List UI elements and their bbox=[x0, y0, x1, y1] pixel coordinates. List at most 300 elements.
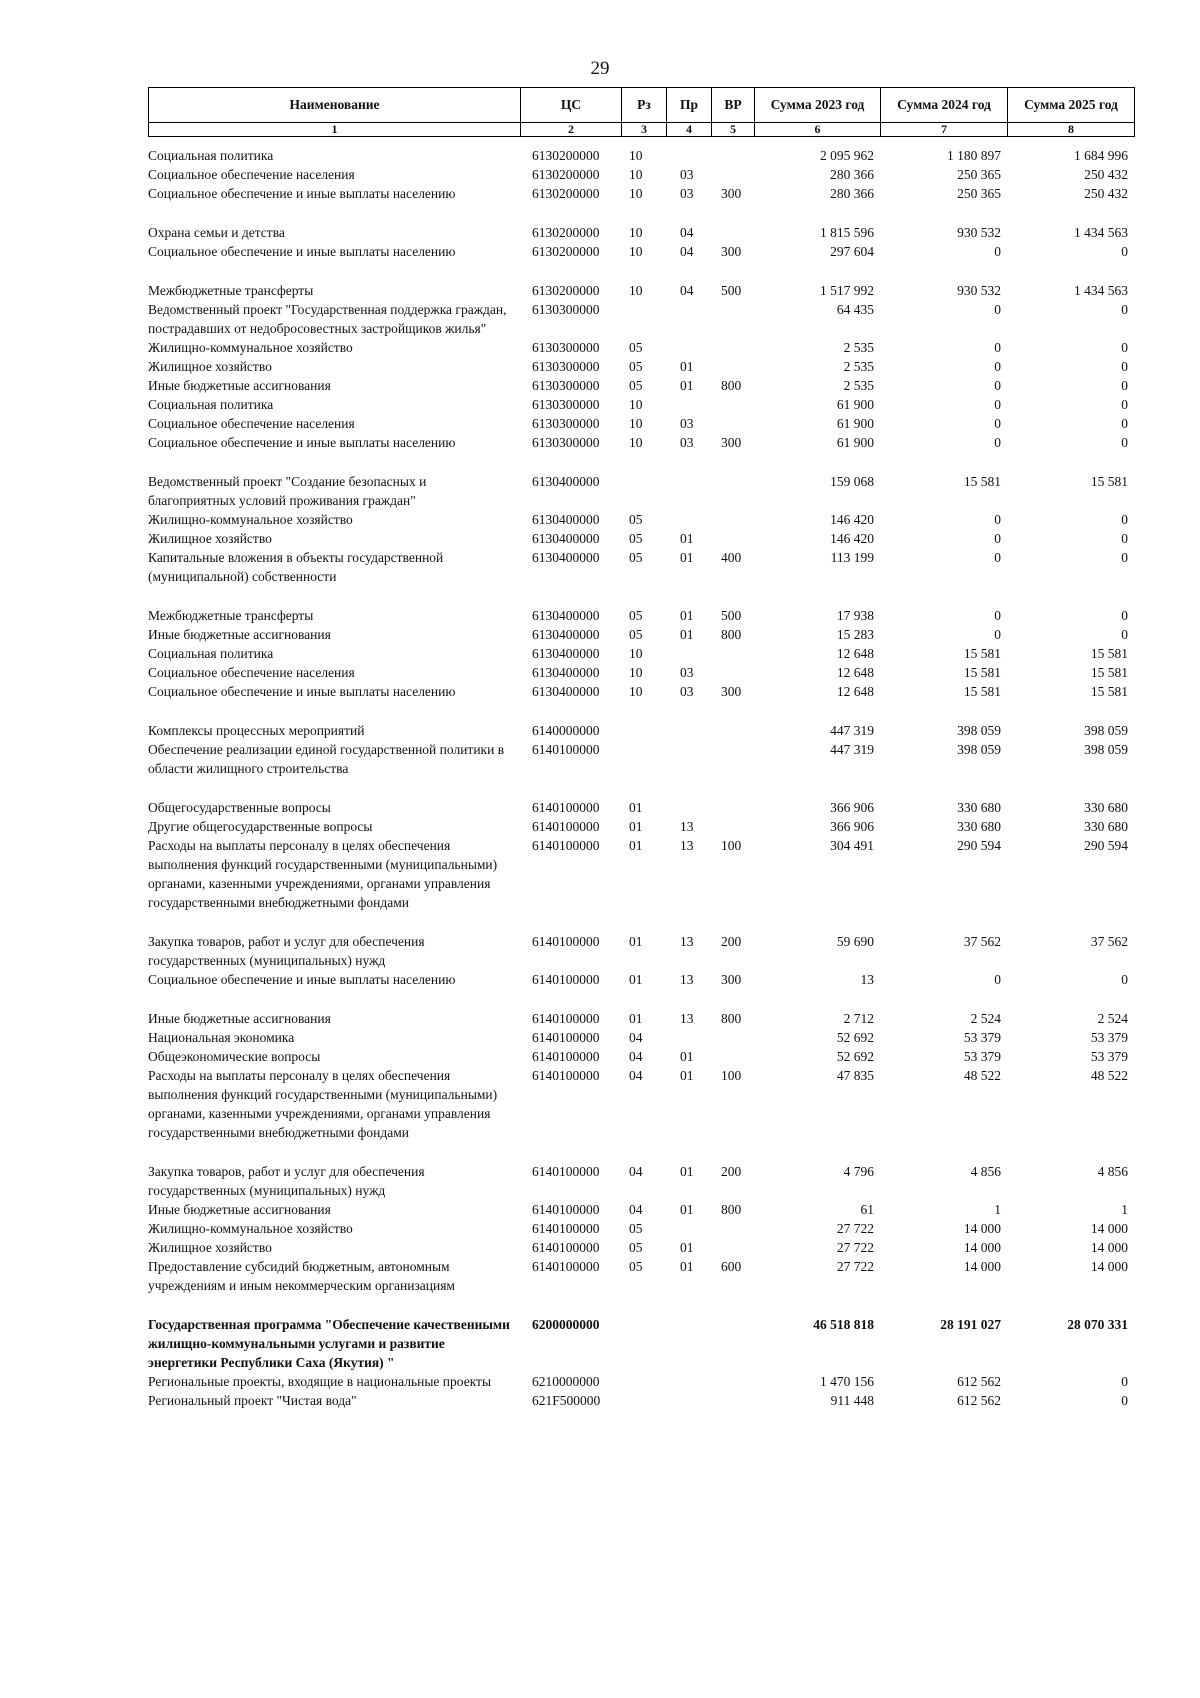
row-spacer bbox=[148, 1295, 1134, 1315]
row-spacer bbox=[148, 203, 1134, 223]
table-row bbox=[148, 836, 1134, 912]
row-name: Региональный проект "Чистая вода" bbox=[148, 1393, 357, 1408]
row-vr: 300 bbox=[721, 244, 742, 259]
table-row bbox=[148, 414, 1134, 433]
row-pr: 13 bbox=[680, 1011, 694, 1026]
row-pr: 01 bbox=[680, 627, 694, 642]
row-vr: 100 bbox=[721, 1068, 742, 1083]
row-sum-2024: 0 bbox=[994, 340, 1001, 355]
spacer-cell bbox=[148, 452, 1134, 472]
row-vr bbox=[711, 529, 754, 548]
table-row bbox=[148, 1066, 1134, 1142]
column-number-6: 6 bbox=[755, 123, 881, 137]
row-sum-2023: 27 722 bbox=[836, 1240, 874, 1255]
row-sum-2025: 1 434 563 bbox=[1074, 283, 1128, 298]
row-sum-2023: 146 420 bbox=[830, 531, 874, 546]
row-sum-2024: 0 bbox=[994, 244, 1001, 259]
row-name: Социальное обеспечение и иные выплаты населению bbox=[148, 684, 456, 699]
row-vr bbox=[711, 1028, 754, 1047]
table-row bbox=[148, 165, 1134, 184]
row-sum-2025: 15 581 bbox=[1090, 684, 1128, 699]
row-sum-2023: 304 491 bbox=[830, 838, 874, 853]
row-pr: 03 bbox=[680, 416, 694, 431]
column-header-rz: Рз bbox=[622, 88, 667, 123]
column-number-3: 3 bbox=[622, 123, 667, 137]
row-rz: 10 bbox=[629, 148, 643, 163]
row-cs-code: 6140100000 bbox=[532, 1030, 600, 1045]
row-pr bbox=[666, 1219, 711, 1238]
row-cs-code: 6210000000 bbox=[532, 1374, 600, 1389]
row-rz: 04 bbox=[629, 1202, 643, 1217]
row-sum-2024: 14 000 bbox=[963, 1221, 1001, 1236]
row-sum-2025: 53 379 bbox=[1090, 1030, 1128, 1045]
row-sum-2024: 0 bbox=[994, 416, 1001, 431]
row-sum-2023: 46 518 818 bbox=[813, 1317, 874, 1332]
table-row bbox=[148, 1047, 1134, 1066]
row-sum-2024: 612 562 bbox=[957, 1393, 1001, 1408]
row-name: Межбюджетные трансферты bbox=[148, 608, 314, 623]
row-sum-2025: 14 000 bbox=[1090, 1240, 1128, 1255]
row-name: Жилищное хозяйство bbox=[148, 1240, 272, 1255]
row-sum-2025: 1 bbox=[1121, 1202, 1128, 1217]
row-rz: 01 bbox=[629, 1011, 643, 1026]
row-sum-2024: 290 594 bbox=[957, 838, 1001, 853]
row-pr bbox=[666, 395, 711, 414]
row-sum-2024: 0 bbox=[994, 435, 1001, 450]
row-sum-2023: 2 712 bbox=[843, 1011, 874, 1026]
row-spacer bbox=[148, 701, 1134, 721]
row-sum-2025: 14 000 bbox=[1090, 1221, 1128, 1236]
row-rz: 10 bbox=[629, 397, 643, 412]
row-cs-code: 6140100000 bbox=[532, 1164, 600, 1179]
row-sum-2023: 12 648 bbox=[836, 684, 874, 699]
row-sum-2024: 330 680 bbox=[957, 819, 1001, 834]
table-row bbox=[148, 1009, 1134, 1028]
row-sum-2024: 250 365 bbox=[957, 167, 1001, 182]
row-sum-2024: 53 379 bbox=[963, 1049, 1001, 1064]
row-cs-code: 6140100000 bbox=[532, 1049, 600, 1064]
row-sum-2024: 15 581 bbox=[963, 665, 1001, 680]
row-vr: 300 bbox=[721, 972, 742, 987]
row-cs-code: 6130400000 bbox=[532, 608, 600, 623]
row-cs-code: 6140100000 bbox=[532, 934, 600, 949]
row-name: Социальная политика bbox=[148, 397, 274, 412]
row-sum-2024: 398 059 bbox=[957, 742, 1001, 757]
row-pr: 01 bbox=[680, 1240, 694, 1255]
row-vr: 200 bbox=[721, 934, 742, 949]
row-sum-2025: 1 684 996 bbox=[1074, 148, 1128, 163]
row-pr bbox=[666, 472, 711, 510]
row-name: Расходы на выплаты персоналу в целях обеспечения выполнения функций государственными (муниципальными) органами, казенными учреждениями, органами управления государственными внебюджетными фондами bbox=[148, 838, 498, 910]
row-sum-2024: 250 365 bbox=[957, 186, 1001, 201]
row-spacer bbox=[148, 586, 1134, 606]
row-sum-2023: 59 690 bbox=[836, 934, 874, 949]
row-pr bbox=[666, 1391, 711, 1410]
row-pr bbox=[666, 510, 711, 529]
row-rz bbox=[621, 472, 666, 510]
row-vr bbox=[711, 1219, 754, 1238]
row-sum-2024: 930 532 bbox=[957, 225, 1001, 240]
row-cs-code: 6140100000 bbox=[532, 1240, 600, 1255]
row-rz: 10 bbox=[629, 167, 643, 182]
table-row bbox=[148, 682, 1134, 701]
row-cs-code: 6130300000 bbox=[532, 435, 600, 450]
table-row bbox=[148, 1162, 1134, 1200]
row-rz: 01 bbox=[629, 800, 643, 815]
row-sum-2024: 28 191 027 bbox=[940, 1317, 1001, 1332]
row-rz: 01 bbox=[629, 819, 643, 834]
row-sum-2023: 113 199 bbox=[830, 550, 874, 565]
row-vr: 100 bbox=[721, 838, 742, 853]
row-vr bbox=[711, 1238, 754, 1257]
row-pr: 04 bbox=[680, 225, 694, 240]
row-vr: 400 bbox=[721, 550, 742, 565]
row-cs-code: 6140100000 bbox=[532, 1011, 600, 1026]
column-header-name: Наименование bbox=[149, 88, 521, 123]
row-vr bbox=[711, 798, 754, 817]
row-name: Социальное обеспечение населения bbox=[148, 167, 355, 182]
row-rz: 10 bbox=[629, 665, 643, 680]
row-name: Социальная политика bbox=[148, 646, 274, 661]
row-sum-2025: 0 bbox=[1121, 1393, 1128, 1408]
row-sum-2024: 0 bbox=[994, 550, 1001, 565]
row-pr bbox=[666, 644, 711, 663]
row-sum-2024: 0 bbox=[994, 359, 1001, 374]
row-cs-code: 6130400000 bbox=[532, 550, 600, 565]
row-rz: 04 bbox=[629, 1049, 643, 1064]
row-name: Закупка товаров, работ и услуг для обеспечения государственных (муниципальных) нужд bbox=[148, 934, 425, 968]
table-row bbox=[148, 606, 1134, 625]
row-sum-2025: 0 bbox=[1121, 608, 1128, 623]
table-row bbox=[148, 798, 1134, 817]
table-row bbox=[148, 644, 1134, 663]
row-rz bbox=[621, 1315, 666, 1372]
row-vr: 800 bbox=[721, 1011, 742, 1026]
row-vr bbox=[711, 1372, 754, 1391]
row-sum-2023: 911 448 bbox=[830, 1393, 874, 1408]
row-name: Социальное обеспечение населения bbox=[148, 665, 355, 680]
row-sum-2023: 4 796 bbox=[843, 1164, 874, 1179]
row-sum-2023: 366 906 bbox=[830, 800, 874, 815]
row-pr: 01 bbox=[680, 1259, 694, 1274]
row-cs-code: 6200000000 bbox=[532, 1317, 600, 1332]
row-pr: 13 bbox=[680, 819, 694, 834]
row-rz: 01 bbox=[629, 934, 643, 949]
row-sum-2024: 4 856 bbox=[970, 1164, 1001, 1179]
row-sum-2025: 4 856 bbox=[1097, 1164, 1128, 1179]
row-rz: 05 bbox=[629, 1221, 643, 1236]
row-vr: 300 bbox=[721, 435, 742, 450]
row-name: Социальное обеспечение и иные выплаты населению bbox=[148, 435, 456, 450]
table-row bbox=[148, 1028, 1134, 1047]
row-pr bbox=[666, 798, 711, 817]
row-cs-code: 6140100000 bbox=[532, 972, 600, 987]
row-name: Региональные проекты, входящие в национальные проекты bbox=[148, 1374, 492, 1389]
row-sum-2024: 48 522 bbox=[963, 1068, 1001, 1083]
row-pr bbox=[666, 1028, 711, 1047]
table-row bbox=[148, 663, 1134, 682]
row-rz: 01 bbox=[629, 972, 643, 987]
row-rz: 05 bbox=[629, 512, 643, 527]
row-pr: 01 bbox=[680, 1202, 694, 1217]
row-rz: 05 bbox=[629, 627, 643, 642]
row-name: Социальная политика bbox=[148, 148, 274, 163]
table-row bbox=[148, 184, 1134, 203]
row-sum-2024: 15 581 bbox=[963, 684, 1001, 699]
row-cs-code: 621F500000 bbox=[532, 1393, 601, 1408]
row-cs-code: 6130200000 bbox=[532, 225, 600, 240]
row-vr: 500 bbox=[721, 608, 742, 623]
row-rz: 04 bbox=[629, 1030, 643, 1045]
row-rz: 05 bbox=[629, 550, 643, 565]
row-sum-2023: 27 722 bbox=[836, 1259, 874, 1274]
row-pr: 01 bbox=[680, 359, 694, 374]
row-sum-2023: 447 319 bbox=[830, 742, 874, 757]
page-number: 29 bbox=[590, 58, 610, 79]
row-vr: 500 bbox=[721, 283, 742, 298]
row-vr bbox=[711, 740, 754, 778]
row-rz: 10 bbox=[629, 225, 643, 240]
spacer-cell bbox=[148, 912, 1134, 932]
table-row bbox=[148, 625, 1134, 644]
row-cs-code: 6130400000 bbox=[532, 512, 600, 527]
row-cs-code: 6140100000 bbox=[532, 819, 600, 834]
row-name: Национальная экономика bbox=[148, 1030, 295, 1045]
row-vr bbox=[711, 817, 754, 836]
row-rz bbox=[621, 1372, 666, 1391]
row-sum-2025: 14 000 bbox=[1090, 1259, 1128, 1274]
row-sum-2023: 52 692 bbox=[836, 1049, 874, 1064]
row-name: Общеэкономические вопросы bbox=[148, 1049, 321, 1064]
table-row bbox=[148, 548, 1134, 586]
row-cs-code: 6140100000 bbox=[532, 838, 600, 853]
row-rz bbox=[621, 721, 666, 740]
row-sum-2025: 28 070 331 bbox=[1067, 1317, 1128, 1332]
row-vr: 600 bbox=[721, 1259, 742, 1274]
row-spacer bbox=[148, 778, 1134, 798]
column-number-8: 8 bbox=[1008, 123, 1135, 137]
row-sum-2024: 1 bbox=[994, 1202, 1001, 1217]
row-spacer bbox=[148, 912, 1134, 932]
spacer-cell bbox=[148, 203, 1134, 223]
row-sum-2025: 48 522 bbox=[1090, 1068, 1128, 1083]
table-row bbox=[148, 970, 1134, 989]
column-number-1: 1 bbox=[149, 123, 521, 137]
row-name: Предоставление субсидий бюджетным, автономным учреждениям и иным некоммерческим организациям bbox=[148, 1259, 455, 1293]
row-name: Социальное обеспечение и иные выплаты населению bbox=[148, 186, 456, 201]
row-sum-2024: 0 bbox=[994, 378, 1001, 393]
row-pr: 13 bbox=[680, 972, 694, 987]
row-vr bbox=[711, 146, 754, 165]
row-rz: 05 bbox=[629, 1240, 643, 1255]
row-sum-2023: 61 900 bbox=[836, 435, 874, 450]
row-sum-2024: 612 562 bbox=[957, 1374, 1001, 1389]
row-sum-2023: 280 366 bbox=[830, 186, 874, 201]
row-rz: 10 bbox=[629, 416, 643, 431]
row-sum-2025: 0 bbox=[1121, 397, 1128, 412]
row-pr: 03 bbox=[680, 167, 694, 182]
row-name: Ведомственный проект "Создание безопасных и благоприятных условий проживания граждан" bbox=[148, 474, 427, 508]
row-sum-2023: 1 517 992 bbox=[820, 283, 874, 298]
table-row bbox=[148, 1219, 1134, 1238]
row-vr bbox=[711, 223, 754, 242]
row-sum-2023: 64 435 bbox=[836, 302, 874, 317]
row-rz bbox=[621, 300, 666, 338]
row-sum-2024: 14 000 bbox=[963, 1240, 1001, 1255]
row-rz: 01 bbox=[629, 838, 643, 853]
table-row bbox=[148, 1238, 1134, 1257]
row-name: Жилищное хозяйство bbox=[148, 359, 272, 374]
spacer-cell bbox=[148, 701, 1134, 721]
table-row bbox=[148, 740, 1134, 778]
row-rz bbox=[621, 1391, 666, 1410]
row-pr bbox=[666, 338, 711, 357]
row-rz: 10 bbox=[629, 435, 643, 450]
row-sum-2025: 250 432 bbox=[1084, 167, 1128, 182]
row-sum-2025: 0 bbox=[1121, 1374, 1128, 1389]
row-rz: 05 bbox=[629, 359, 643, 374]
row-rz: 04 bbox=[629, 1164, 643, 1179]
row-name: Закупка товаров, работ и услуг для обеспечения государственных (муниципальных) нужд bbox=[148, 1164, 425, 1198]
row-sum-2023: 2 535 bbox=[843, 378, 874, 393]
row-sum-2023: 15 283 bbox=[836, 627, 874, 642]
row-sum-2023: 146 420 bbox=[830, 512, 874, 527]
row-sum-2023: 12 648 bbox=[836, 646, 874, 661]
row-vr: 300 bbox=[721, 684, 742, 699]
row-pr bbox=[666, 146, 711, 165]
column-number-5: 5 bbox=[712, 123, 755, 137]
row-name: Другие общегосударственные вопросы bbox=[148, 819, 373, 834]
row-sum-2025: 0 bbox=[1121, 435, 1128, 450]
row-sum-2025: 0 bbox=[1121, 340, 1128, 355]
row-sum-2023: 13 bbox=[860, 972, 874, 987]
row-vr bbox=[711, 1047, 754, 1066]
row-vr bbox=[711, 1391, 754, 1410]
column-header-pr: Пр bbox=[667, 88, 712, 123]
row-name: Жилищно-коммунальное хозяйство bbox=[148, 512, 353, 527]
row-pr: 03 bbox=[680, 665, 694, 680]
spacer-cell bbox=[148, 1295, 1134, 1315]
row-cs-code: 6140000000 bbox=[532, 723, 600, 738]
row-sum-2023: 1 470 156 bbox=[820, 1374, 874, 1389]
table-row bbox=[148, 357, 1134, 376]
row-name: Государственная программа "Обеспечение качественными жилищно-коммунальными услугами и развитие энергетики Республики Саха (Якутия) " bbox=[148, 1317, 510, 1370]
row-sum-2025: 0 bbox=[1121, 416, 1128, 431]
row-rz: 05 bbox=[629, 608, 643, 623]
spacer-cell bbox=[148, 261, 1134, 281]
table-row bbox=[148, 300, 1134, 338]
row-sum-2025: 290 594 bbox=[1084, 838, 1128, 853]
row-pr: 13 bbox=[680, 838, 694, 853]
row-cs-code: 6130400000 bbox=[532, 531, 600, 546]
row-rz: 10 bbox=[629, 186, 643, 201]
row-name: Жилищно-коммунальное хозяйство bbox=[148, 1221, 353, 1236]
row-vr bbox=[711, 357, 754, 376]
row-cs-code: 6130400000 bbox=[532, 627, 600, 642]
row-sum-2025: 53 379 bbox=[1090, 1049, 1128, 1064]
row-sum-2025: 0 bbox=[1121, 244, 1128, 259]
row-vr bbox=[711, 721, 754, 740]
row-sum-2023: 2 535 bbox=[843, 340, 874, 355]
row-sum-2023: 61 900 bbox=[836, 397, 874, 412]
row-sum-2025: 15 581 bbox=[1090, 474, 1128, 489]
row-sum-2024: 0 bbox=[994, 608, 1001, 623]
row-rz: 05 bbox=[629, 531, 643, 546]
row-sum-2024: 1 180 897 bbox=[947, 148, 1001, 163]
row-vr bbox=[711, 414, 754, 433]
row-cs-code: 6130200000 bbox=[532, 148, 600, 163]
row-vr: 800 bbox=[721, 378, 742, 393]
row-sum-2023: 159 068 bbox=[830, 474, 874, 489]
row-rz: 05 bbox=[629, 378, 643, 393]
row-name: Иные бюджетные ассигнования bbox=[148, 378, 331, 393]
row-cs-code: 6130300000 bbox=[532, 378, 600, 393]
row-sum-2025: 37 562 bbox=[1090, 934, 1128, 949]
row-sum-2023: 1 815 596 bbox=[820, 225, 874, 240]
table-row bbox=[148, 281, 1134, 300]
row-sum-2023: 52 692 bbox=[836, 1030, 874, 1045]
row-sum-2023: 61 900 bbox=[836, 416, 874, 431]
row-sum-2024: 0 bbox=[994, 531, 1001, 546]
row-name: Охрана семьи и детства bbox=[148, 225, 285, 240]
column-number-2: 2 bbox=[521, 123, 622, 137]
row-sum-2025: 0 bbox=[1121, 359, 1128, 374]
spacer-cell bbox=[148, 989, 1134, 1009]
row-name: Общегосударственные вопросы bbox=[148, 800, 331, 815]
row-cs-code: 6130300000 bbox=[532, 416, 600, 431]
row-cs-code: 6140100000 bbox=[532, 1221, 600, 1236]
row-sum-2024: 15 581 bbox=[963, 646, 1001, 661]
column-header-cs: ЦС bbox=[521, 88, 622, 123]
row-sum-2024: 2 524 bbox=[970, 1011, 1001, 1026]
row-rz: 10 bbox=[629, 244, 643, 259]
spacer-cell bbox=[148, 778, 1134, 798]
row-vr: 800 bbox=[721, 1202, 742, 1217]
column-number-4: 4 bbox=[667, 123, 712, 137]
row-sum-2023: 27 722 bbox=[836, 1221, 874, 1236]
row-sum-2025: 398 059 bbox=[1084, 742, 1128, 757]
table-row bbox=[148, 817, 1134, 836]
row-cs-code: 6130200000 bbox=[532, 244, 600, 259]
row-name: Иные бюджетные ассигнования bbox=[148, 1202, 331, 1217]
row-name: Жилищное хозяйство bbox=[148, 531, 272, 546]
row-name: Расходы на выплаты персоналу в целях обеспечения выполнения функций государственными (муниципальными) органами, казенными учреждениями, органами управления государственными внебюджетными фондами bbox=[148, 1068, 498, 1140]
row-cs-code: 6130300000 bbox=[532, 340, 600, 355]
row-sum-2023: 61 bbox=[860, 1202, 874, 1217]
row-sum-2023: 447 319 bbox=[830, 723, 874, 738]
row-sum-2023: 366 906 bbox=[830, 819, 874, 834]
row-cs-code: 6130400000 bbox=[532, 665, 600, 680]
table-row bbox=[148, 1315, 1134, 1372]
row-sum-2025: 1 434 563 bbox=[1074, 225, 1128, 240]
row-sum-2025: 250 432 bbox=[1084, 186, 1128, 201]
row-cs-code: 6130300000 bbox=[532, 302, 600, 317]
row-sum-2024: 0 bbox=[994, 972, 1001, 987]
table-row bbox=[148, 932, 1134, 970]
row-rz: 05 bbox=[629, 1259, 643, 1274]
row-vr: 300 bbox=[721, 186, 742, 201]
row-rz: 10 bbox=[629, 684, 643, 699]
row-pr: 03 bbox=[680, 435, 694, 450]
budget-table bbox=[148, 146, 1134, 1410]
row-sum-2023: 12 648 bbox=[836, 665, 874, 680]
table-row bbox=[148, 395, 1134, 414]
row-pr bbox=[666, 740, 711, 778]
row-sum-2024: 0 bbox=[994, 512, 1001, 527]
table-row bbox=[148, 510, 1134, 529]
row-pr: 04 bbox=[680, 283, 694, 298]
row-rz: 05 bbox=[629, 340, 643, 355]
